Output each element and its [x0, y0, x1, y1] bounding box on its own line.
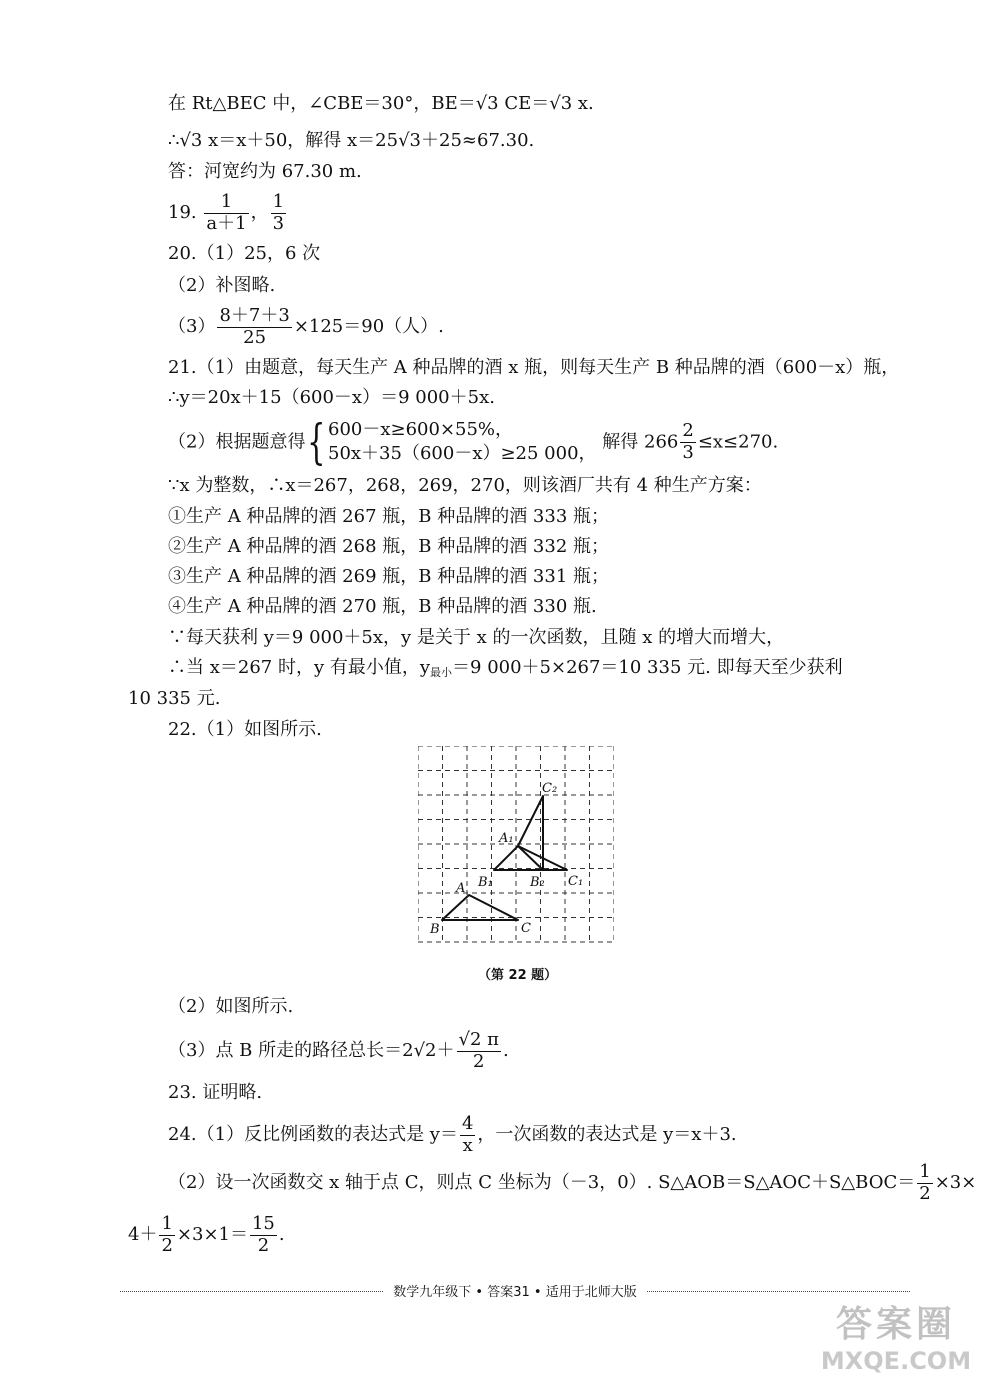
- q21-plan-4: ④生产 A 种品牌的酒 270 瓶，B 种品牌的酒 330 瓶.: [168, 596, 597, 617]
- footer-dots-right: [647, 1291, 910, 1292]
- line-answer-river: 答：河宽约为 67.30 m.: [168, 161, 362, 182]
- figure-caption: （第 22 题）: [478, 968, 558, 983]
- q20-part1: 20.（1）25，6 次: [168, 243, 321, 264]
- q21-function: ∴y＝20x＋15（600－x）＝9 000＋5x.: [168, 387, 495, 408]
- label-c1: C₁: [568, 874, 584, 889]
- footer-dots-left: [120, 1291, 383, 1292]
- q22-part3: （3）点 B 所走的路径总长＝2√2＋ $\frac{√2 \pi}{2}$ .: [168, 1029, 509, 1072]
- q24-fraction-2: $\frac{1}{2}$: [919, 1161, 931, 1204]
- q21-integer-note: ∵x 为整数，∴x＝267，268，269，270，则该酒厂共有 4 种生产方案：: [168, 475, 762, 496]
- label-b2: B₂: [530, 875, 545, 890]
- q21-plan-1: ①生产 A 种品牌的酒 267 瓶，B 种品牌的酒 333 瓶；: [168, 506, 609, 527]
- q20-part2: （2）补图略.: [168, 275, 276, 296]
- q20-fraction: $\frac{8+7+3}{25}$: [219, 305, 290, 348]
- q20-part3: （3） $\frac{8+7+3}{25}$ ×125＝90（人）.: [168, 305, 444, 348]
- system-lines: 600－x≥600×55%， 50x＋35（600－x）≥25 000，: [328, 419, 597, 465]
- q22-fraction: $\frac{√2 \pi}{2}$: [458, 1029, 499, 1072]
- page-footer: [120, 1281, 910, 1300]
- q22-grid-figure: [418, 746, 614, 946]
- grid-lines: [418, 746, 614, 942]
- q21-part1: 21.（1）由题意，每天生产 A 种品牌的酒 x 瓶，则每天生产 B 种品牌的酒（600－x）瓶，: [168, 357, 900, 378]
- label-a: A: [456, 881, 466, 896]
- q21-plan-3: ③生产 A 种品牌的酒 269 瓶，B 种品牌的酒 331 瓶；: [168, 566, 609, 587]
- label-b1: B₁: [478, 875, 493, 890]
- q24-fraction-4: $\frac{15}{2}$: [251, 1213, 275, 1256]
- label-c: C: [521, 921, 531, 936]
- q21-min-profit-cont: 10 335 元.: [128, 688, 221, 709]
- q19-fraction-2: $\frac{1}{3}$: [272, 191, 285, 234]
- left-brace: {: [307, 414, 326, 471]
- q24-fraction-1: $\frac{4}{x}$: [461, 1113, 474, 1156]
- watermark: [806, 1296, 986, 1376]
- label-a1: A₁: [499, 831, 514, 846]
- footer-text: 数学九年级下 • 答案31 • 适用于北师大版: [393, 1285, 637, 1300]
- q22-part1: 22.（1）如图所示.: [168, 719, 322, 740]
- watermark-logo: 答案圈: [835, 1304, 956, 1345]
- label-c2: C₂: [542, 781, 558, 796]
- q23-answer: 23. 证明略.: [168, 1082, 263, 1103]
- line-rt-triangle: 在 Rt△BEC 中，∠CBE＝30°，BE＝√3 CE＝√3 x.: [168, 93, 594, 114]
- label-b: B: [430, 922, 440, 937]
- q21-min-profit: ∴当 x＝267 时，y 有最小值，$y_{最小}=9$ 000＋5×267＝10 335 元. 即每天至少获利: [168, 657, 843, 679]
- q21-profit-function: ∵每天获利 y＝9 000＋5x，y 是关于 x 的一次函数，且随 x 的增大而增大，: [168, 627, 785, 648]
- line-solve-x: ∴√3 x＝x＋50，解得 x＝25√3＋25≈67.30.: [168, 130, 535, 151]
- q24-part2-cont: 4＋ $\frac{1}{2}$ ×3×1＝ $\frac{15}{2}$ .: [128, 1213, 285, 1256]
- triangle-abc: [442, 895, 518, 920]
- q24-part1: 24.（1）反比例函数的表达式是 y＝ $\frac{4}{x}$ ，一次函数的表达式是 y＝x＋3.: [168, 1113, 737, 1156]
- triangle-a2b2c2: [518, 796, 543, 870]
- q19-number: 19.: [168, 202, 197, 224]
- q19-answer: 19. $\frac{1}{a+1}$ ， $\frac{1}{3}$: [168, 191, 285, 234]
- q19-fraction-1: $\frac{1}{a+1}$: [206, 191, 247, 234]
- q22-part2: （2）如图所示.: [168, 996, 294, 1017]
- q21-inequality-system: （2）根据题意得{ 600－x≥600×55%， 50x＋35（600－x）≥25 000， 解得 266 $\frac{2}{3}$ ≤x≤270.: [168, 414, 779, 471]
- watermark-url: MXQE.COM: [820, 1347, 972, 1375]
- q24-part2: （2）设一次函数交 x 轴于点 C，则点 C 坐标为（－3，0）. S△AOB＝S△AOC＋S△BOC＝ $\frac{1}{2}$ ×3×: [168, 1161, 977, 1204]
- q21-fraction: $\frac{2}{3}$: [682, 420, 694, 463]
- q21-plan-2: ②生产 A 种品牌的酒 268 瓶，B 种品牌的酒 332 瓶；: [168, 536, 609, 557]
- q24-fraction-3: $\frac{1}{2}$: [161, 1213, 173, 1256]
